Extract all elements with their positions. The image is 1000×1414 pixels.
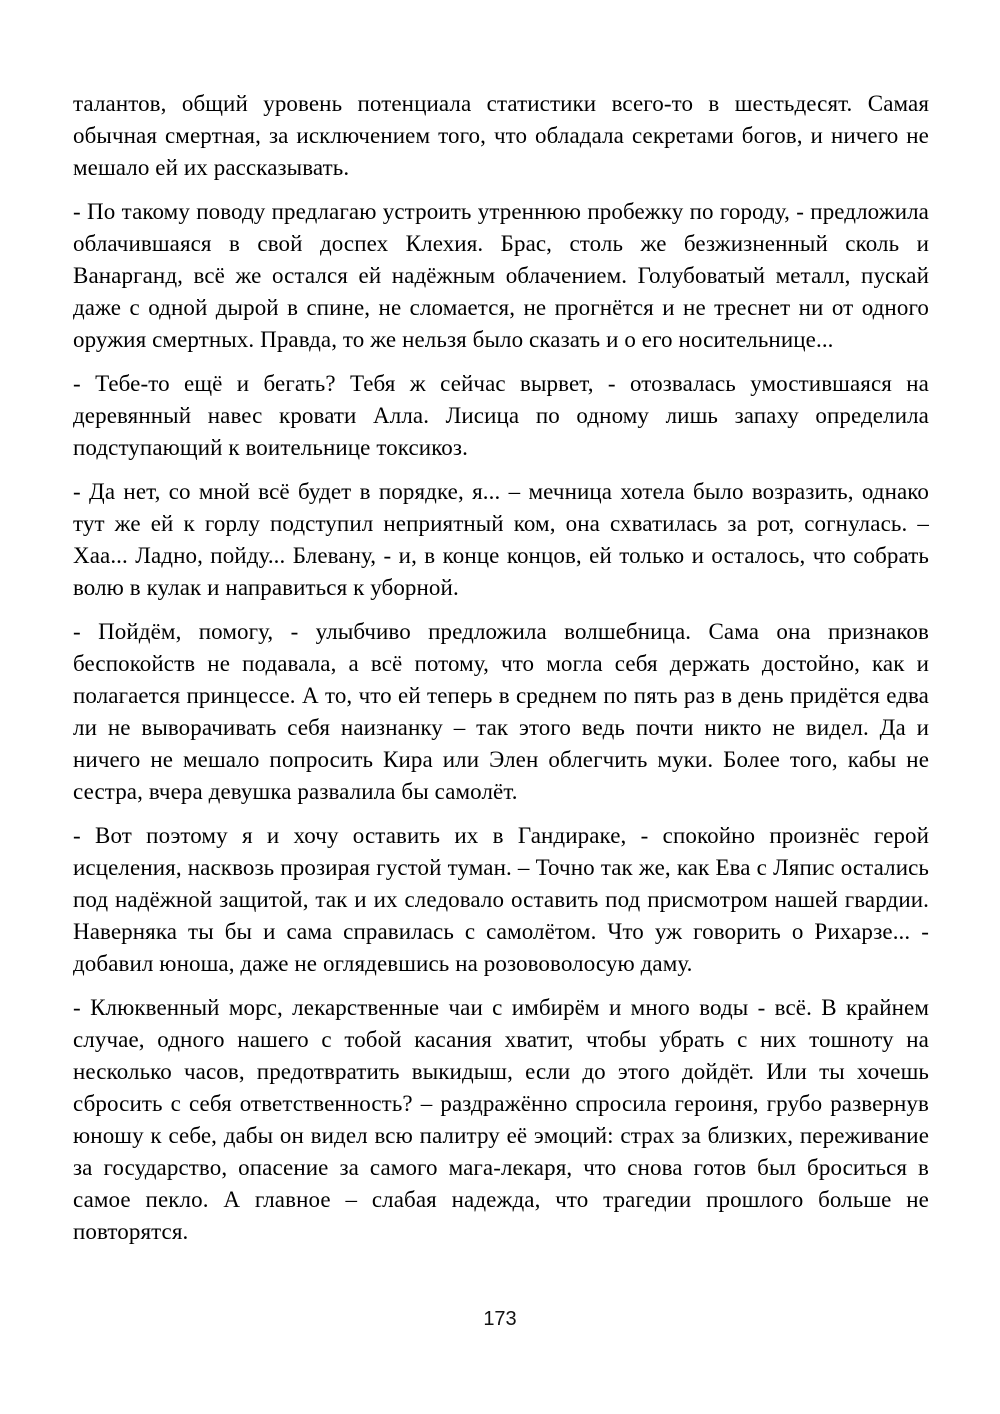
paragraph: - Пойдём, помогу, - улыбчиво предложила волшебница. Сама она признаков беспокойств не подавала, а всё потому, что могла себя держать достойно, как и полагается принцессе. А то, что ей теперь в среднем по пять раз в день придётся едва ли не выворачивать себя наизнанку – так этого ведь почти никто не видел. Да и ничего не мешало попросить Кира или Элен облегчить муки. Более того, кабы не сестра, вчера девушка развалила бы самолёт. bbox=[73, 619, 929, 804]
paragraph: - По такому поводу предлагаю устроить утреннюю пробежку по городу, - предложила облачившаяся в свой доспех Клехия. Брас, столь же безжизненный сколь и Ванарганд, всё же остался ей надёжным облачением. Голубоватый металл, пускай даже с одной дырой в спине, не сломается, не прогнётся и не треснет ни от одного оружия смертных. Правда, то же нельзя было сказать и о его носительнице... bbox=[73, 199, 929, 352]
paragraph: - Тебе-то ещё и бегать? Тебя ж сейчас вырвет, - отозвалась умостившаяся на деревянный навес кровати Алла. Лисица по одному лишь запаху определила подступающий к воительнице токсикоз. bbox=[73, 371, 929, 460]
paragraph: талантов, общий уровень потенциала статистики всего-то в шестьдесят. Самая обычная смертная, за исключением того, что обладала секретами богов, и ничего не мешало ей их рассказывать. bbox=[73, 91, 929, 180]
paragraph: - Клюквенный морс, лекарственные чаи с имбирём и много воды - всё. В крайнем случае, одного нашего с тобой касания хватит, чтобы убрать с них тошноту на несколько часов, предотвратить выкидыш, если до этого дойдёт. Или ты хочешь сбросить с себя ответственность? – раздражённо спросила героиня, грубо развернув юношу к себе, дабы он видел всю палитру её эмоций: страх за близких, переживание за государство, опасение за самого мага-лекаря, что снова готов был броситься в самое пекло. А главное – слабая надежда, что трагедии прошлого больше не повторятся. bbox=[73, 995, 929, 1244]
paragraph: - Вот поэтому я и хочу оставить их в Гандираке, - спокойно произнёс герой исцеления, насквозь прозирая густой туман. – Точно так же, как Ева с Ляпис остались под надёжной защитой, так и их следовало оставить под присмотром нашей гвардии. Наверняка ты бы и сама справилась с самолётом. Что уж говорить о Рихарзе... - добавил юноша, даже не оглядевшись на розововолосую даму. bbox=[73, 823, 929, 976]
paragraph: - Да нет, со мной всё будет в порядке, я... – мечница хотела было возразить, однако тут же ей к горлу подступил неприятный ком, она схватилась за рот, согнулась. – Хаа... Ладно, пойду... Блевану, - и, в конце концов, ей только и осталось, что собрать волю в кулак и направиться к уборной. bbox=[73, 479, 929, 600]
page-number: 173 bbox=[483, 1308, 517, 1330]
page-text-block bbox=[73, 88, 929, 1248]
